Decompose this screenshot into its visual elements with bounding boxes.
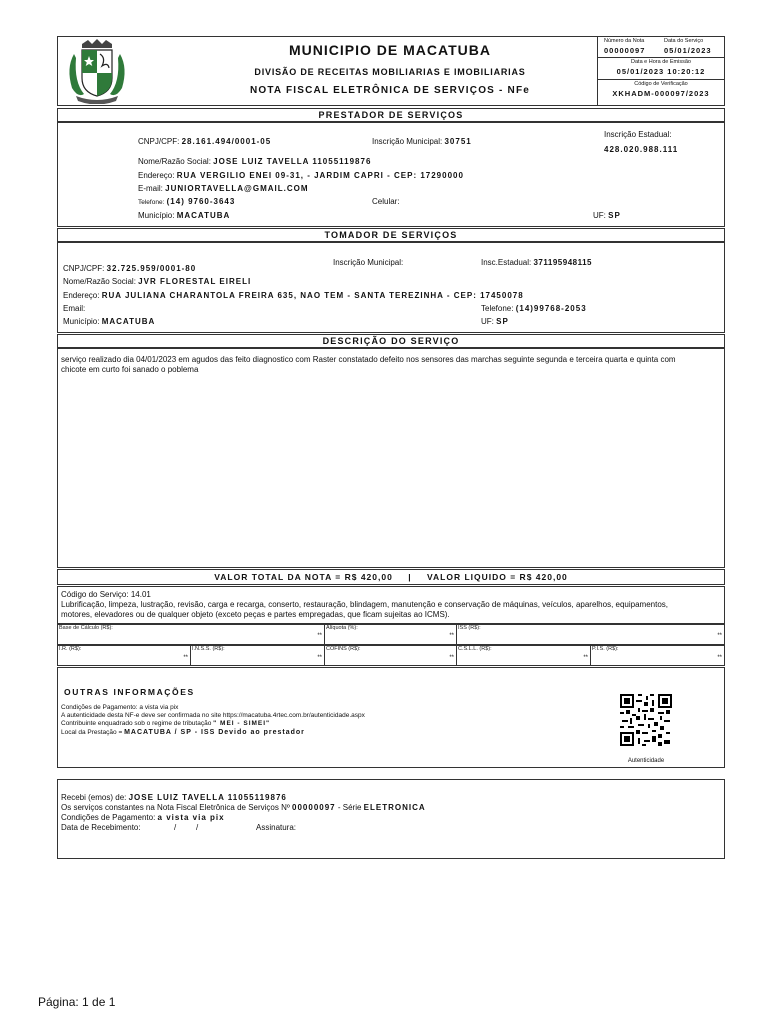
verificacao-label: Código de Verificação — [634, 81, 688, 87]
tomador-nome — [63, 277, 251, 286]
prestador-celular-label: Celular: — [372, 197, 400, 206]
emissao-label: Data e Hora de Emissão — [631, 59, 691, 65]
recibo-data-label: Data de Recebimento: — [61, 823, 141, 832]
prestador-telefone — [138, 197, 235, 206]
outras-section-header: OUTRAS INFORMAÇÕES — [64, 687, 195, 697]
tomador-municipio-value: MACATUBA — [101, 317, 156, 326]
prestador-im — [372, 137, 472, 146]
prestador-im-value: 30751 — [444, 137, 472, 146]
tomador-email-label: Email: — [63, 304, 86, 313]
tomador-cnpj-label: CNPJ/CPF: — [63, 264, 105, 273]
pis-value: ** — [717, 655, 722, 661]
tomador-ie-value: 371195948115 — [533, 258, 592, 267]
recibo-pagamento-label: Condições de Pagamento: — [61, 813, 156, 822]
qr-caption: Autenticidade — [627, 758, 665, 764]
valor-total: VALOR TOTAL DA NOTA = R$ 420,00 — [214, 572, 393, 582]
prestador-telefone-value: (14) 9760-3643 — [166, 197, 236, 206]
ir-value: ** — [183, 655, 188, 661]
base-calculo-label: Base de Cálculo (R$): — [59, 625, 113, 631]
tomador-endereco-value: RUA JULIANA CHARANTOLA FREIRA 635, NAO TEM - SANTA TEREZINHA - CEP: 17450078 — [101, 291, 524, 300]
prestador-telefone-label: Telefone: — [138, 199, 165, 206]
prestador-municipio-label: Município: — [138, 211, 175, 220]
cofins-value: ** — [449, 655, 454, 661]
municipality-title: MUNICIPIO DE MACATUBA — [289, 42, 491, 58]
recibo-line-1 — [61, 793, 287, 802]
data-servico-label: Data do Serviço — [664, 38, 704, 44]
descricao-text: serviço realizado dia 04/01/2023 em agudos das feito diagnostico com Raster constatado defeito nos sensores das marchas seguinte segunda e terceira quarta e quinta com chicote em curto foi sanado o poblema — [61, 355, 676, 374]
inss-label: I.N.S.S. (R$): — [192, 646, 225, 652]
outras-line-4 — [61, 729, 305, 736]
descricao-box — [57, 348, 725, 568]
prestador-ie-label: Inscrição Estadual: — [604, 130, 672, 139]
document-type: NOTA FISCAL ELETRÔNICA DE SERVIÇOS - NFe — [249, 85, 531, 96]
tomador-municipio-label: Município: — [63, 317, 100, 326]
recibo-data-slash-2: / — [196, 823, 199, 832]
division-subtitle: DIVISÃO DE RECEITAS MOBILIARIAS E IMOBILIARIAS — [254, 67, 526, 77]
recibo-line-3 — [61, 813, 225, 822]
local-prestacao-value: MACATUBA / SP - ISS Devido ao prestador — [124, 729, 305, 736]
tomador-box — [57, 242, 725, 333]
tomador-municipio — [63, 317, 155, 326]
prestador-section-header: PRESTADOR DE SERVIÇOS — [57, 108, 725, 122]
outras-line-3 — [61, 720, 270, 727]
outras-line-1: Condições de Pagamento: a vista via pix — [61, 704, 179, 711]
tomador-telefone-label: Telefone: — [481, 304, 514, 313]
iss-label: ISS (R$): — [458, 625, 481, 631]
data-servico: 05/01/2023 — [664, 46, 712, 55]
prestador-endereco — [138, 171, 464, 180]
tomador-ie-label: Insc.Estadual: — [481, 258, 532, 267]
numero-nota-label: Número da Nota — [604, 38, 645, 44]
tomador-section-header: TOMADOR DE SERVIÇOS — [57, 228, 725, 242]
tomador-uf — [481, 317, 509, 326]
tomador-uf-value: SP — [496, 317, 509, 326]
aliquota-label: Alíquota (%): — [326, 625, 358, 631]
prestador-email — [138, 184, 309, 193]
tomador-im-label: Inscrição Municipal: — [333, 258, 404, 267]
ir-label: I.R. (R$): — [59, 646, 82, 652]
numero-nota: 00000097 — [604, 46, 646, 55]
verificacao-code: XKHADM-000097/2023 — [612, 89, 710, 98]
prestador-im-label: Inscrição Municipal: — [372, 137, 443, 146]
csll-label: C.S.L.L. (R$): — [458, 646, 492, 652]
tomador-ie — [481, 258, 592, 267]
codigo-servico: Código do Serviço: 14.01 — [61, 590, 151, 599]
emissao-datetime: 05/01/2023 10:20:12 — [616, 67, 706, 76]
recibo-line-2 — [61, 803, 426, 812]
csll-value: ** — [583, 655, 588, 661]
tomador-endereco-label: Endereço: — [63, 291, 100, 300]
regime-label: Contribuinte enquadrado sob o regime de tributação — [61, 720, 212, 727]
recibo-data-slash-1: / — [174, 823, 177, 832]
recibo-serie-value: ELETRONICA — [363, 803, 426, 812]
prestador-uf-value: SP — [608, 211, 621, 220]
prestador-email-value: JUNIORTAVELLA@GMAIL.COM — [165, 184, 309, 193]
tomador-uf-label: UF: — [481, 317, 494, 326]
prestador-cnpj-label: CNPJ/CPF: — [138, 137, 180, 146]
prestador-cnpj-value: 28.161.494/0001-05 — [181, 137, 272, 146]
totais-separator: | — [408, 572, 412, 582]
prestador-endereco-value: RUA VERGILIO ENEI 09-31, - JARDIM CAPRI - CEP: 17290000 — [176, 171, 464, 180]
totais-line — [57, 572, 725, 582]
local-prestacao-label: Local da Prestação = — [61, 729, 123, 736]
tomador-cnpj — [63, 264, 196, 273]
page-number: Página: 1 de 1 — [38, 995, 116, 1009]
recibo-pagamento-value: a vista via pix — [157, 813, 225, 822]
tomador-cnpj-value: 32.725.959/0001-80 — [106, 264, 197, 273]
inss-value: ** — [317, 655, 322, 661]
prestador-nome-value: JOSE LUIZ TAVELLA 11055119876 — [213, 157, 372, 166]
prestador-ie-value: 428.020.988.111 — [604, 145, 679, 154]
recibo-nf-label: Os serviços constantes na Nota Fiscal Eletrônica de Serviços Nº — [61, 803, 290, 812]
prestador-endereco-label: Endereço: — [138, 171, 175, 180]
aliquota-value: ** — [449, 633, 454, 639]
codigo-servico-descricao: Lubrificação, limpeza, lustração, revisão, carga e recarga, conserto, restauração, blindagem, manutenção e conservação de máquinas, veículos, aparelhos, equipamentos, motores, elevadores ou de qualquer objeto (exceto peças e partes empregadas, que ficam sujeitas ao ICMS). — [61, 600, 669, 619]
iss-value: ** — [717, 633, 722, 639]
recibo-de-label: Recebi (emos) de: — [61, 793, 127, 802]
tomador-telefone — [481, 304, 587, 313]
recibo-de-value: JOSE LUIZ TAVELLA 11055119876 — [128, 793, 287, 802]
recibo-assinatura-label: Assinatura: — [256, 823, 297, 832]
valor-liquido: VALOR LIQUIDO = R$ 420,00 — [426, 572, 568, 582]
prestador-municipio-value: MACATUBA — [176, 211, 231, 220]
prestador-uf — [593, 211, 621, 220]
prestador-email-label: E-mail: — [138, 184, 163, 193]
prestador-municipio — [138, 211, 230, 220]
tomador-nome-label: Nome/Razão Social: — [63, 277, 136, 286]
cofins-label: COFINS (R$): — [326, 646, 361, 652]
municipal-crest-logo — [62, 38, 132, 104]
tomador-telefone-value: (14)99768-2053 — [515, 304, 587, 313]
qr-code[interactable] — [620, 694, 672, 746]
recibo-line-4 — [61, 823, 461, 832]
pis-label: P.I.S. (R$): — [592, 646, 619, 652]
prestador-uf-label: UF: — [593, 211, 606, 220]
base-calculo-value: ** — [317, 633, 322, 639]
descricao-section-header: DESCRIÇÃO DO SERVIÇO — [57, 334, 725, 348]
tomador-nome-value: JVR FLORESTAL EIRELI — [138, 277, 252, 286]
recibo-serie-label: - Série — [337, 803, 362, 812]
prestador-cnpj — [138, 137, 271, 146]
tomador-endereco — [63, 291, 524, 300]
prestador-nome-label: Nome/Razão Social: — [138, 157, 211, 166]
regime-value: " MEI - SIMEI" — [213, 720, 271, 727]
prestador-nome — [138, 157, 371, 166]
recibo-nf-numero: 00000097 — [292, 803, 336, 812]
impostos-row-1 — [57, 624, 725, 645]
impostos-row-2 — [57, 645, 725, 666]
outras-line-2: A autenticidade desta NF-e deve ser confirmada no site https://macatuba.4rtec.com.br/autenticidade.aspx — [61, 712, 365, 719]
